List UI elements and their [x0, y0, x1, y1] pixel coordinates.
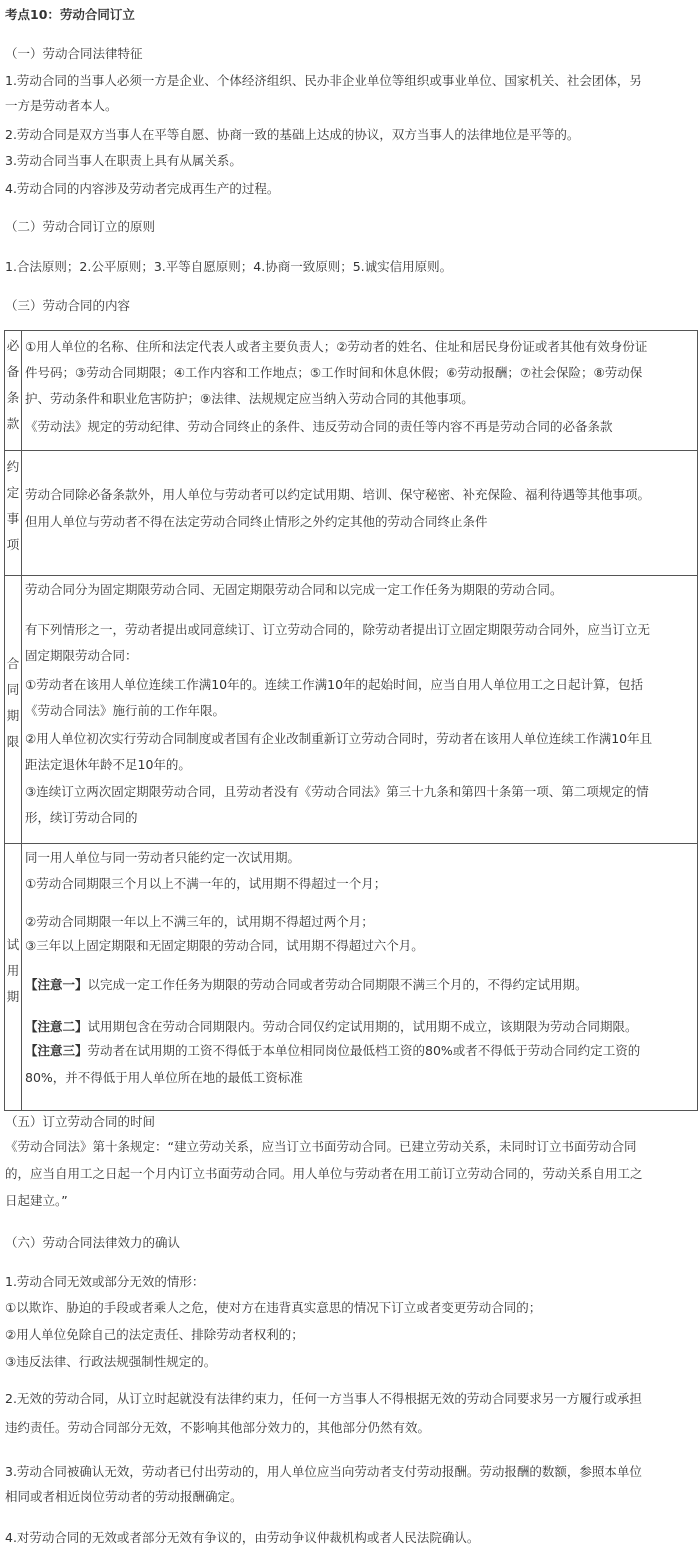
note-text: 劳动者在试用期的工资不得低于本单位相同岗位最低档工资的80%或者不得低于劳动合同约定工资的: [87, 1043, 641, 1058]
section2-heading: （二）劳动合同订立的原则: [5, 219, 156, 234]
row-label: [5, 451, 22, 576]
cell-text: 固定期限劳动合同：: [25, 648, 138, 663]
cell-text: 《劳动法》规定的劳动纪律、劳动合同终止的条件、违反劳动合同的责任等内容不再是劳动合同的必备条款: [25, 419, 613, 434]
section5-heading: （五）订立劳动合同的时间: [5, 1114, 156, 1129]
cell-text: 但用人单位与劳动者不得在法定劳动合同终止情形之外约定其他的劳动合同终止条件: [25, 514, 488, 529]
cell-text: ①用人单位的名称、住所和法定代表人或者主要负责人；②劳动者的姓名、住址和居民身份证或者其他有效身份证: [25, 339, 648, 354]
label-char: 条: [6, 390, 20, 405]
note-text: 试用期包含在劳动合同期限内。劳动合同仅约定试用期的，试用期不成立，该期限为劳动合同期限。: [87, 1019, 638, 1034]
section6-text: 相同或者相近岗位劳动者的劳动报酬确定。: [5, 1489, 243, 1504]
cell-text: 《劳动合同法》施行前的工作年限。: [25, 703, 226, 718]
cell-text: ③三年以上固定期限和无固定期限的劳动合同，试用期不得超过六个月。: [25, 938, 424, 953]
section6-text: 3.劳动合同被确认无效，劳动者已付出劳动的，用人单位应当向劳动者支付劳动报酬。劳动报酬的数额，参照本单位: [5, 1464, 642, 1479]
table-row: [5, 331, 698, 451]
section3-heading: （三）劳动合同的内容: [5, 298, 131, 313]
row-body: [22, 331, 698, 451]
cell-text: 劳动合同分为固定期限劳动合同、无固定期限劳动合同和以完成一定工作任务为期限的劳动合同。: [25, 582, 563, 597]
cell-text: ②用人单位初次实行劳动合同制度或者国有企业改制重新订立劳动合同时，劳动者在该用人单位连续工作满10年且: [25, 731, 653, 746]
section1-item: 4.劳动合同的内容涉及劳动者完成再生产的过程。: [5, 181, 280, 196]
label-char: 定: [6, 485, 20, 500]
section6-text: ①以欺诈、胁迫的手段或者乘人之危，使对方在违背真实意思的情况下订立或者变更劳动合同的；: [5, 1300, 542, 1315]
section5-text: 《劳动合同法》第十条规定：“建立劳动关系，应当订立书面劳动合同。已建立劳动关系，未同时订立书面劳动合同: [5, 1139, 637, 1154]
row-body: [22, 451, 698, 576]
page-title: 考点10：劳动合同订立: [5, 7, 135, 22]
row-label: [5, 331, 22, 451]
label-char: 同: [6, 682, 20, 697]
cell-text: 距法定退休年龄不足10年的。: [25, 757, 191, 772]
section1-item: 一方是劳动者本人。: [5, 98, 118, 113]
row-body: [22, 576, 698, 844]
note-tag: 【注意一】: [25, 977, 88, 992]
label-char: 限: [6, 734, 20, 749]
label-char: 用: [6, 963, 20, 978]
note-tag: 【注意三】: [25, 1043, 88, 1058]
cell-text: ①劳动合同期限三个月以上不满一年的，试用期不得超过一个月；: [25, 876, 387, 891]
section6-text: ③违反法律、行政法规强制性规定的。: [5, 1354, 217, 1369]
cell-text: ③连续订立两次固定期限劳动合同，且劳动者没有《劳动合同法》第三十九条和第四十条第一项、第二项规定的情: [25, 784, 649, 799]
section6-text: 4.对劳动合同的无效或者部分无效有争议的，由劳动争议仲裁机构或者人民法院确认。: [5, 1530, 480, 1545]
section1-item: 3.劳动合同当事人在职责上具有从属关系。: [5, 153, 242, 168]
section6-text: 2.无效的劳动合同，从订立时起就没有法律约束力，任何一方当事人不得根据无效的劳动合同要求另一方履行或承担: [5, 1391, 642, 1406]
label-char: 期: [6, 708, 20, 723]
cell-text: 形，续订劳动合同的: [25, 810, 138, 825]
cell-text: 护、劳动条件和职业危害防护；⑨法律、法规规定应当纳入劳动合同的其他事项。: [25, 391, 474, 406]
table-row: [5, 451, 698, 576]
cell-text: 80%，并不得低于用人单位所在地的最低工资标准: [25, 1070, 303, 1085]
cell-text: 同一用人单位与同一劳动者只能约定一次试用期。: [25, 850, 301, 865]
label-char: 项: [6, 537, 20, 552]
table-row: [5, 576, 698, 844]
label-char: 合: [6, 656, 20, 671]
attention-note-2: [25, 1019, 638, 1035]
label-char: 款: [6, 416, 20, 431]
note-tag: 【注意二】: [25, 1019, 88, 1034]
section6-text: ②用人单位免除自己的法定责任、排除劳动者权利的；: [5, 1327, 304, 1342]
label-char: 备: [6, 364, 20, 379]
section1-item: 2.劳动合同是双方当事人在平等自愿、协商一致的基础上达成的协议，双方当事人的法律地位是平等的。: [5, 127, 580, 142]
row-body: [22, 844, 698, 1111]
label-char: 必: [6, 338, 20, 353]
row-label: [5, 576, 22, 844]
attention-note-3: [25, 1043, 640, 1059]
section1-item: 1.劳动合同的当事人必须一方是企业、个体经济组织、民办非企业单位等组织或事业单位、国家机关、社会团体，另: [5, 73, 642, 88]
section6-text: 1.劳动合同无效或部分无效的情形：: [5, 1274, 205, 1289]
attention-note-1: [25, 977, 588, 993]
section6-text: 违约责任。劳动合同部分无效，不影响其他部分效力的，其他部分仍然有效。: [5, 1420, 431, 1435]
cell-text: 劳动合同除必备条款外，用人单位与劳动者可以约定试用期、培训、保守秘密、补充保险、福利待遇等其他事项。: [25, 487, 651, 502]
section2-text: 1.合法原则；2.公平原则；3.平等自愿原则；4.协商一致原则；5.诚实信用原则。: [5, 259, 453, 274]
table-row: [5, 844, 698, 1111]
label-char: 期: [6, 989, 20, 1004]
cell-text: 件号码；③劳动合同期限；④工作内容和工作地点；⑤工作时间和休息休假；⑥劳动报酬；⑦社会保险；⑧劳动保: [25, 365, 643, 380]
label-char: 事: [6, 511, 20, 526]
section1-heading: （一）劳动合同法律特征: [5, 46, 143, 61]
cell-text: ①劳动者在该用人单位连续工作满10年的。连续工作满10年的起始时间，应当自用人单位用工之日起计算，包括: [25, 677, 644, 692]
label-char: 约: [6, 459, 20, 474]
section5-text: 的，应当自用工之日起一个月内订立书面劳动合同。用人单位与劳动者在用工前订立劳动合同的，劳动关系自用工之: [5, 1166, 643, 1181]
section5-text: 日起建立。”: [5, 1193, 68, 1208]
cell-text: 有下列情形之一，劳动者提出或同意续订、订立劳动合同的，除劳动者提出订立固定期限劳动合同外，应当订立无: [25, 622, 651, 637]
note-text: 以完成一定工作任务为期限的劳动合同或者劳动合同期限不满三个月的，不得约定试用期。: [87, 977, 588, 992]
section6-heading: （六）劳动合同法律效力的确认: [5, 1235, 181, 1250]
label-char: 试: [6, 937, 20, 952]
cell-text: ②劳动合同期限一年以上不满三年的，试用期不得超过两个月；: [25, 914, 374, 929]
row-label: [5, 844, 22, 1111]
contract-content-table: [4, 330, 698, 1111]
